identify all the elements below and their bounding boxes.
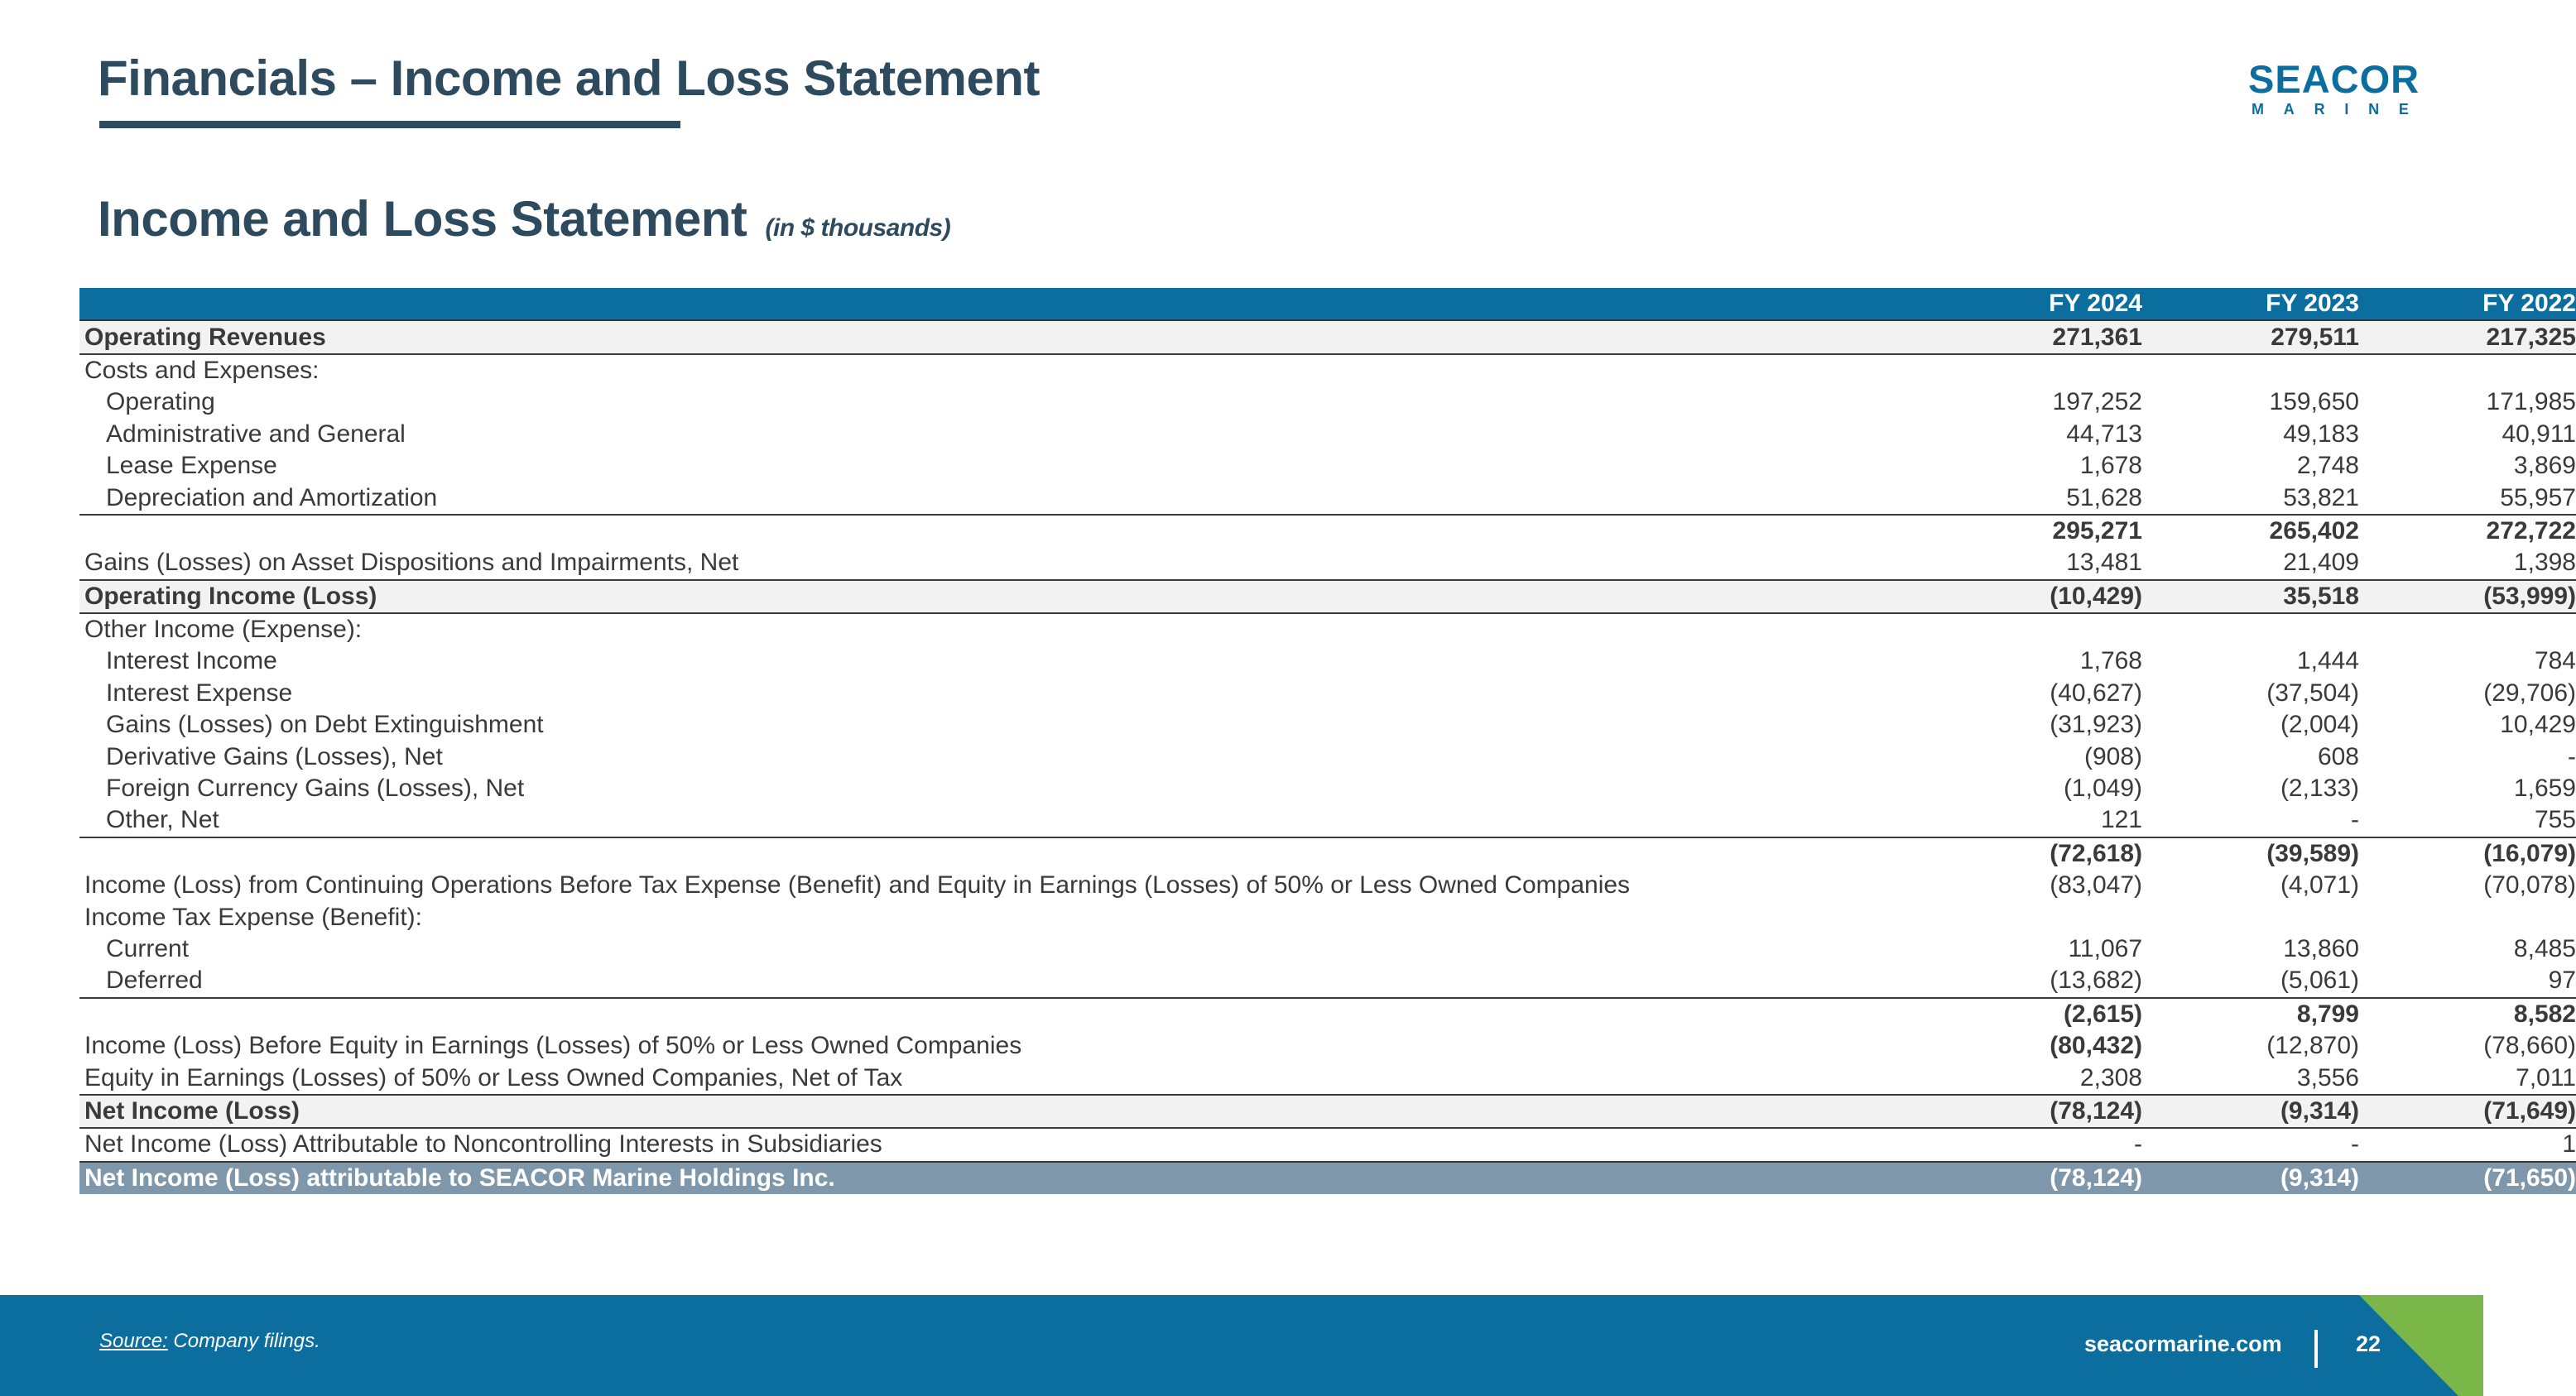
row-label: Derivative Gains (Losses), Net xyxy=(106,742,443,770)
section-units: (in $ thousands) xyxy=(765,214,951,242)
value-fy2023: 53,821 xyxy=(2142,482,2359,514)
table-row-debt-extinguishment xyxy=(79,709,2576,741)
table-row-derivative-gains xyxy=(79,741,2576,772)
value-fy2022: (71,649) xyxy=(2359,1095,2576,1128)
table-row-interest-income xyxy=(79,645,2576,677)
value-fy2023: (37,504) xyxy=(2266,679,2359,707)
row-label: Income Tax Expense (Benefit): xyxy=(84,903,422,931)
value-fy2024: (10,429) xyxy=(1925,580,2142,613)
value-fy2023: 265,402 xyxy=(2269,516,2359,544)
value-fy2023: (9,314) xyxy=(2142,1162,2359,1194)
value-fy2022: 217,325 xyxy=(2359,320,2576,353)
table-row-noncontrolling-interests xyxy=(79,1128,2576,1161)
value-fy2023: - xyxy=(2142,804,2359,837)
row-label xyxy=(79,837,1925,870)
row-label: Other, Net xyxy=(79,804,1925,837)
row-label: Foreign Currency Gains (Losses), Net xyxy=(106,775,525,803)
value-fy2022: - xyxy=(2568,742,2576,770)
section-title-text: Income and Loss Statement xyxy=(98,191,747,247)
value-fy2023: 159,650 xyxy=(2269,388,2359,416)
value-fy2023: 13,860 xyxy=(2283,935,2359,962)
row-label: Other Income (Expense): xyxy=(84,616,363,644)
table-row-depreciation xyxy=(79,482,2576,514)
value-fy2023: 49,183 xyxy=(2283,420,2359,448)
value-fy2024: (40,627) xyxy=(2050,679,2142,707)
row-label: Current xyxy=(106,935,190,962)
row-label: Net Income (Loss) attributable to SEACOR Marine Holdings Inc. xyxy=(79,1162,1925,1194)
value-fy2024: - xyxy=(1925,1128,2142,1161)
table-row-current-tax xyxy=(79,933,2576,965)
value-fy2022 xyxy=(2359,613,2576,645)
value-fy2024: (908) xyxy=(2083,742,2142,770)
row-label: Deferred xyxy=(79,965,1925,997)
column-header-fy2022: FY 2022 xyxy=(2359,288,2576,320)
value-fy2022: 1,659 xyxy=(2513,775,2576,803)
logo-letter: M xyxy=(2252,101,2264,118)
row-label xyxy=(79,998,1925,1030)
row-label: Operating xyxy=(106,388,215,416)
source-note xyxy=(99,1330,320,1353)
value-fy2024 xyxy=(1925,901,2142,933)
value-fy2024: 1,678 xyxy=(2079,452,2142,480)
source-label: Source: xyxy=(99,1330,168,1352)
table-row-deferred-tax xyxy=(79,965,2576,997)
row-label: Equity in Earnings (Losses) of 50% or Less Owned Companies, Net of Tax xyxy=(79,1062,1925,1094)
value-fy2022 xyxy=(2359,354,2576,386)
value-fy2022: 1,398 xyxy=(2359,547,2576,579)
column-header-fy2024: FY 2024 xyxy=(1925,288,2142,320)
value-fy2023: (4,071) xyxy=(2280,871,2359,899)
value-fy2024: 51,628 xyxy=(1925,482,2142,514)
value-fy2023 xyxy=(2142,613,2359,645)
row-label: Gains (Losses) on Asset Dispositions and Impairments, Net xyxy=(79,547,1925,579)
value-fy2024: 271,361 xyxy=(1925,320,2142,353)
seacor-marine-logo xyxy=(2248,57,2420,118)
value-fy2023: 2,748 xyxy=(2296,452,2359,480)
page-title: Financials – Income and Loss Statement xyxy=(98,50,1040,106)
table-row-lease-expense xyxy=(79,450,2576,482)
table-row-net-income-attributable xyxy=(79,1162,2576,1194)
value-fy2022: 8,485 xyxy=(2513,935,2576,962)
value-fy2024: (2,615) xyxy=(2063,1000,2142,1028)
footer-divider xyxy=(2314,1330,2318,1368)
value-fy2024: 11,067 xyxy=(2068,935,2142,962)
table-row-tax-header xyxy=(79,901,2576,933)
value-fy2024: 197,252 xyxy=(2052,388,2142,416)
value-fy2024: (78,124) xyxy=(1925,1162,2142,1194)
value-fy2022: 755 xyxy=(2359,804,2576,837)
value-fy2023: 8,799 xyxy=(2296,1000,2359,1028)
table-header-row xyxy=(79,288,2576,320)
value-fy2022: (29,706) xyxy=(2483,679,2576,707)
table-row-net-income xyxy=(79,1095,2576,1128)
table-row-costs-header xyxy=(79,354,2576,386)
value-fy2022: (16,079) xyxy=(2483,839,2576,867)
value-fy2023: (2,133) xyxy=(2280,775,2359,803)
logo-wordmark: SEACOR xyxy=(2248,57,2420,101)
table-row-equity-earnings xyxy=(79,1062,2576,1094)
table-row-pretax-income xyxy=(79,870,2576,901)
logo-letter: R xyxy=(2314,101,2325,118)
row-label: Net Income (Loss) Attributable to Noncontrolling Interests in Subsidiaries xyxy=(79,1128,1925,1161)
value-fy2024 xyxy=(1925,613,2142,645)
value-fy2022: 272,722 xyxy=(2486,516,2576,544)
table-row-asset-dispositions xyxy=(79,547,2576,579)
value-fy2022: 10,429 xyxy=(2500,711,2576,739)
footer-bar xyxy=(0,1295,2483,1396)
row-label: Operating Revenues xyxy=(79,320,1925,353)
website-link[interactable]: seacormarine.com xyxy=(2084,1331,2282,1356)
value-fy2022: 8,582 xyxy=(2513,1000,2576,1028)
row-label: Gains (Losses) on Debt Extinguishment xyxy=(106,711,544,739)
table-row-costs-subtotal xyxy=(79,515,2576,547)
value-fy2024 xyxy=(1925,354,2142,386)
row-label: Lease Expense xyxy=(106,452,277,480)
title-underline xyxy=(99,121,680,128)
value-fy2022: 40,911 xyxy=(2502,420,2576,448)
value-fy2023 xyxy=(2142,354,2359,386)
value-fy2022: (71,650) xyxy=(2359,1162,2576,1194)
section-title xyxy=(98,190,950,247)
value-fy2023: 21,409 xyxy=(2142,547,2359,579)
value-fy2022: 1 xyxy=(2359,1128,2576,1161)
table-row-income-before-equity xyxy=(79,1030,2576,1062)
value-fy2024: (78,124) xyxy=(1925,1095,2142,1128)
value-fy2023: (39,589) xyxy=(2266,839,2359,867)
value-fy2022: 171,985 xyxy=(2486,388,2576,416)
logo-letter: A xyxy=(2283,101,2295,118)
value-fy2023: (12,870) xyxy=(2266,1032,2359,1060)
table-row-foreign-currency xyxy=(79,773,2576,804)
value-fy2024: 121 xyxy=(1925,804,2142,837)
value-fy2022: (70,078) xyxy=(2483,871,2576,899)
logo-letter: E xyxy=(2398,101,2409,118)
value-fy2022: (53,999) xyxy=(2359,580,2576,613)
table-row-other-subtotal xyxy=(79,837,2576,870)
value-fy2024: (83,047) xyxy=(2050,871,2142,899)
table-row-operating-revenues xyxy=(79,320,2576,353)
value-fy2024: 44,713 xyxy=(2066,420,2142,448)
value-fy2024: 295,271 xyxy=(2052,516,2142,544)
value-fy2022 xyxy=(2359,901,2576,933)
source-text: Company filings. xyxy=(167,1330,320,1352)
value-fy2022: 3,869 xyxy=(2513,452,2576,480)
income-statement-table xyxy=(79,288,2576,1194)
value-fy2023 xyxy=(2142,901,2359,933)
value-fy2022: (78,660) xyxy=(2483,1032,2576,1060)
row-label: Operating Income (Loss) xyxy=(79,580,1925,613)
row-label: Costs and Expenses: xyxy=(84,356,320,384)
value-fy2024: 13,481 xyxy=(1925,547,2142,579)
table-row-tax-subtotal xyxy=(79,998,2576,1030)
table-row-other-net xyxy=(79,804,2576,837)
value-fy2022: 97 xyxy=(2359,965,2576,997)
value-fy2024: 1,768 xyxy=(2079,647,2142,675)
value-fy2023: 1,444 xyxy=(2296,647,2359,675)
value-fy2024: (31,923) xyxy=(2050,711,2142,739)
logo-letter: N xyxy=(2368,101,2380,118)
value-fy2024: 2,308 xyxy=(1925,1062,2142,1094)
logo-letter: I xyxy=(2344,101,2349,118)
value-fy2022: 784 xyxy=(2534,647,2576,675)
value-fy2023: 35,518 xyxy=(2142,580,2359,613)
row-label: Administrative and General xyxy=(106,420,406,448)
row-label: Interest Income xyxy=(106,647,277,675)
row-label: Depreciation and Amortization xyxy=(79,482,1925,514)
value-fy2023: (9,314) xyxy=(2142,1095,2359,1128)
value-fy2023: (2,004) xyxy=(2280,711,2359,739)
value-fy2023: 279,511 xyxy=(2142,320,2359,353)
table-row-admin-general xyxy=(79,419,2576,450)
value-fy2023: (5,061) xyxy=(2142,965,2359,997)
row-label xyxy=(79,515,1925,547)
row-label: Net Income (Loss) xyxy=(79,1095,1925,1128)
value-fy2024: (72,618) xyxy=(2050,839,2142,867)
row-label: Income (Loss) Before Equity in Earnings (Losses) of 50% or Less Owned Companies xyxy=(84,1032,1022,1060)
row-label: Income (Loss) from Continuing Operations Before Tax Expense (Benefit) and Equity in Earnings (Losses) of 50% or Less Owned Companies xyxy=(84,871,1631,899)
table-row-operating-costs xyxy=(79,386,2576,418)
value-fy2024: (80,432) xyxy=(2050,1032,2142,1060)
column-header-fy2023: FY 2023 xyxy=(2142,288,2359,320)
value-fy2023: 3,556 xyxy=(2142,1062,2359,1094)
table-row-interest-expense xyxy=(79,678,2576,709)
logo-subtitle xyxy=(2248,101,2412,118)
value-fy2023: - xyxy=(2142,1128,2359,1161)
value-fy2022: 7,011 xyxy=(2359,1062,2576,1094)
table-row-operating-income xyxy=(79,580,2576,613)
value-fy2022: 55,957 xyxy=(2359,482,2576,514)
value-fy2024: (1,049) xyxy=(2063,775,2142,803)
page-number: 22 xyxy=(2356,1331,2381,1356)
table-row-other-income-header xyxy=(79,613,2576,645)
value-fy2024: (13,682) xyxy=(1925,965,2142,997)
value-fy2023: 608 xyxy=(2317,742,2359,770)
header-label-cell xyxy=(79,288,1925,320)
row-label: Interest Expense xyxy=(106,679,293,707)
